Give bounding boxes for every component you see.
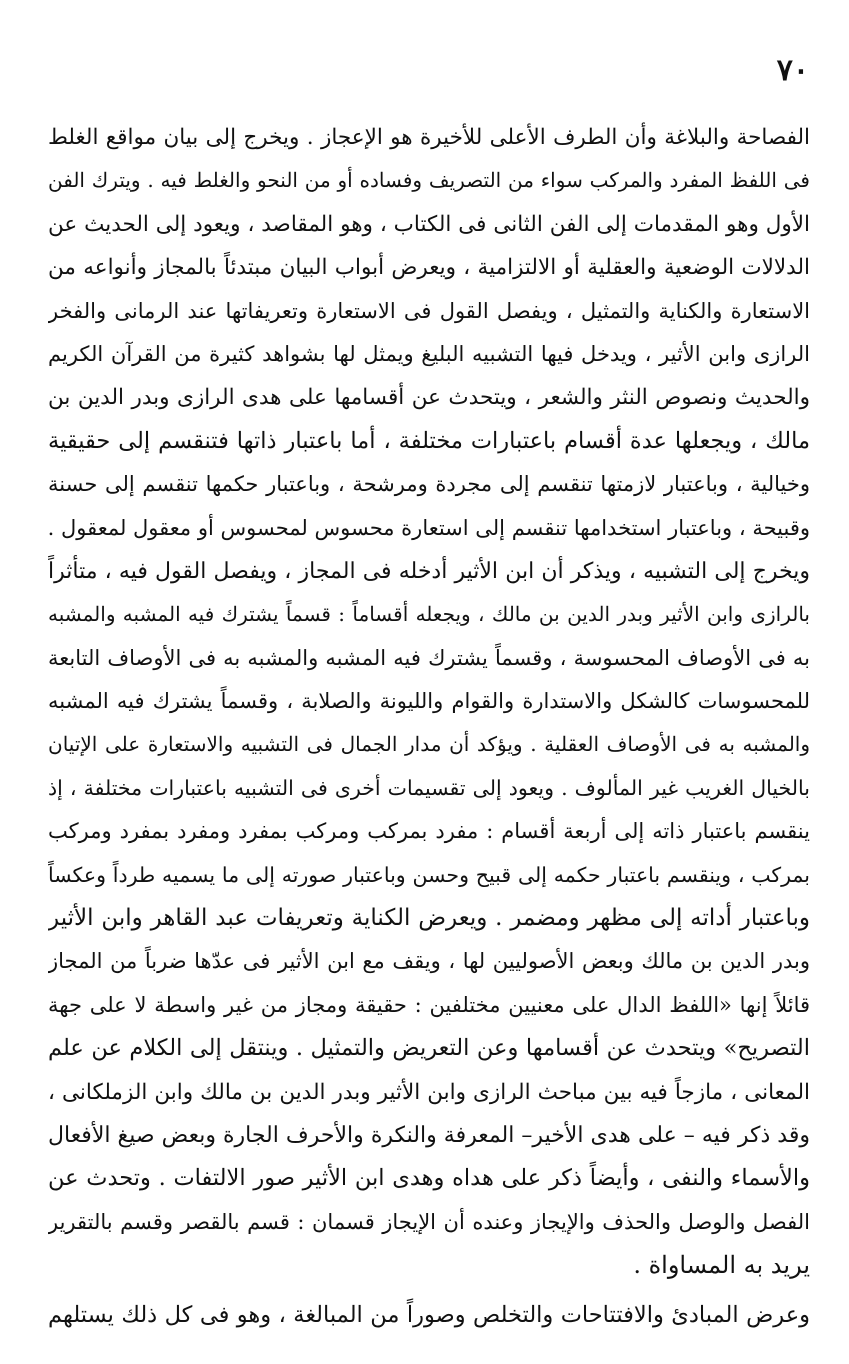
text-line: الفصل والوصل والحذف والإيجاز وعنده أن الإيجاز قسمان : قسم بالقصر وقسم بالتقرير bbox=[48, 1209, 810, 1234]
text-line: الفصاحة والبلاغة وأن الطرف الأعلى للأخيرة هو الإعجاز . ويخرج إلى بيان مواقع الغلط bbox=[48, 125, 810, 150]
text-line: والحديث ونصوص النثر والشعر ، ويتحدث عن أقسامها على هدى الرازى وبدر الدين بن bbox=[48, 385, 810, 411]
text-line: قائلاً إنها «اللفظ الدال على معنيين مختلفين : حقيقة ومجاز من غير واسطة لا على جهة bbox=[48, 992, 810, 1017]
body-text bbox=[48, 116, 810, 1337]
text-line: بمركب ، وينقسم باعتبار حكمه إلى قبيح وحسن وباعتبار صورته إلى ما يسميه طرداً وعكساً bbox=[48, 862, 810, 887]
text-line: وقد ذكر فيه – على هدى الأخير– المعرفة والنكرة والأحرف الجارة وبعض صيغ الأفعال bbox=[48, 1122, 810, 1148]
text-line: وخيالية ، وباعتبار لازمتها تنقسم إلى مجردة ومرشحة ، وباعتبار حكمها تنقسم إلى حسنة bbox=[48, 472, 810, 497]
text-line: وبدر الدين بن مالك وبعض الأصوليين لها ، ويقف مع ابن الأثير فى عدّها ضرباً من المجاز bbox=[48, 949, 810, 974]
text-line: بالرازى وابن الأثير وبدر الدين بن مالك ، ويجعله أقساماً : قسماً يشترك فيه المشبه والمشبه bbox=[48, 602, 810, 627]
text-line: وعرض المبادئ والافتتاحات والتخلص وصوراً من المبالغة ، وهو فى كل ذلك يستلهم bbox=[48, 1301, 810, 1328]
page-number: ٧٠ bbox=[776, 53, 809, 88]
text-line: الاستعارة والكناية والتمثيل ، ويفصل القول فى الاستعارة وتعريفاتها عند الرمانى والفخر bbox=[48, 298, 810, 323]
text-line: بالخيال الغريب غير المألوف . ويعود إلى تقسيمات أخرى فى التشبيه باعتبارات مختلفة ، إذ bbox=[48, 775, 810, 800]
text-line: الرازى وابن الأثير ، ويدخل فيها التشبيه البليغ ويمثل لها بشواهد كثيرة من القرآن الكريم bbox=[48, 341, 810, 366]
text-line: التصريح» ويتحدث عن أقسامها وعن التعريض والتمثيل . وينتقل إلى الكلام عن علم bbox=[48, 1035, 810, 1062]
text-line: المعانى ، مازجاً فيه بين مباحث الرازى وابن الأثير وبدر الدين بن مالك وابن الزملكانى ، bbox=[48, 1079, 810, 1105]
paragraph-1 bbox=[48, 116, 810, 1288]
text-line: والأسماء والنفى ، وأيضاً ذكر على هداه وهدى ابن الأثير صور الالتفات . وتحدث عن bbox=[48, 1165, 810, 1192]
text-line: ينقسم باعتبار ذاته إلى أربعة أقسام : مفرد بمركب ومركب بمفرد ومفرد بمفرد ومركب bbox=[48, 819, 810, 844]
text-line: الأول وهو المقدمات إلى الفن الثانى فى الكتاب ، وهو المقاصد ، ويعود إلى الحديث عن bbox=[48, 211, 810, 237]
text-line: يريد به المساواة . bbox=[633, 1251, 810, 1280]
text-line: وقبيحة ، وباعتبار استخدامها تنقسم إلى استعارة محسوس لمحسوس أو معقول لمعقول . bbox=[48, 515, 810, 540]
paragraph-2 bbox=[48, 1294, 810, 1337]
text-line: للمحسوسات كالشكل والاستدارة والقوام والليونة والصلابة ، وقسماً يشترك فيه المشبه bbox=[48, 689, 810, 714]
text-line: ويخرج إلى التشبيه ، ويذكر أن ابن الأثير أدخله فى المجاز ، ويفصل القول فيه ، متأثراً bbox=[48, 558, 810, 584]
text-line: الدلالات الوضعية والعقلية أو الالتزامية ، ويعرض أبواب البيان مبتدئاً بالمجاز وأنواعه من bbox=[48, 255, 810, 281]
text-line: به فى الأوصاف المحسوسة ، وقسماً يشترك فيه المشبه والمشبه به فى الأوصاف التابعة bbox=[48, 645, 810, 670]
text-line: مالك ، ويجعلها عدة أقسام باعتبارات مختلفة ، أما باعتبار ذاتها فتنقسم إلى حقيقية bbox=[48, 427, 810, 454]
text-line: والمشبه به فى الأوصاف العقلية . ويؤكد أن مدار الجمال فى التشبيه والاستعارة على الإتيان bbox=[48, 732, 810, 757]
text-line: وباعتبار أداته إلى مظهر ومضمر . ويعرض الكناية وتعريفات عبد القاهر وابن الأثير bbox=[48, 905, 810, 932]
text-line: فى اللفظ المفرد والمركب سواء من التصريف وفساده أو من النحو والغلط فيه . ويترك الفن bbox=[48, 168, 810, 193]
